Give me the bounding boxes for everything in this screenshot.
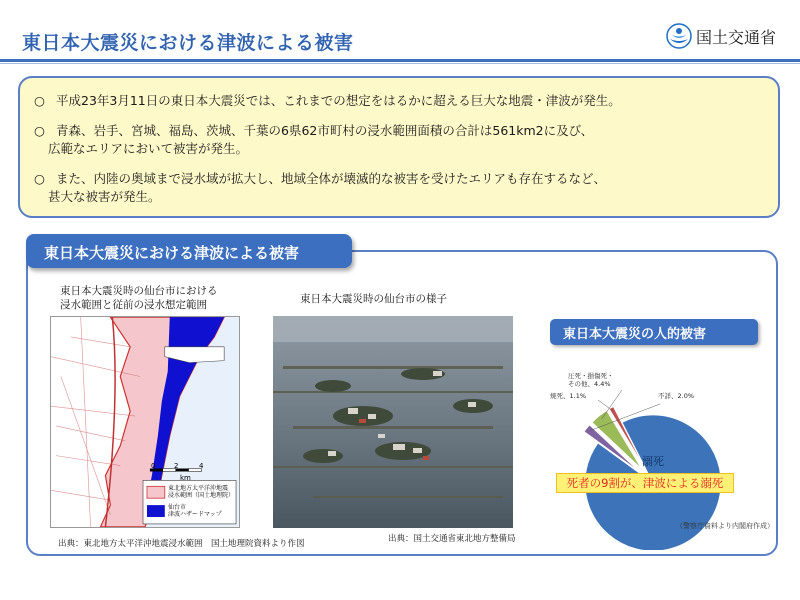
pie-slice-label-drown: 溺死: [642, 455, 664, 468]
panel-tab-label: 東日本大震災における津波による被害: [44, 244, 300, 262]
photo-source: 出典：国土交通省東北地方整備局: [388, 534, 516, 544]
pie-slice-label-3: 焼死、1.1%: [550, 392, 587, 400]
mlit-logo-icon: [666, 23, 692, 49]
legend-label-inundation-1: 東北地方太平洋沖地震: [168, 485, 229, 492]
summary-item-1: [34, 92, 621, 110]
summary-item-text: 平成23年3月11日の東日本大震災では、これまでの想定をはるかに超える巨大な地震・津波が発生。: [56, 93, 621, 108]
scale-label-4: 4: [199, 462, 204, 470]
summary-item-text-cont: 甚大な被害が発生。: [48, 189, 161, 204]
flood-photo: [273, 316, 513, 528]
page-title: 東日本大震災における津波による被害: [22, 32, 354, 54]
title-divider: [0, 59, 800, 62]
pie-labels: [540, 350, 780, 550]
summary-box: [18, 76, 780, 218]
casualty-heading: 東日本大震災の人的被害: [563, 327, 707, 342]
summary-item-text: 青森、岩手、宮城、福島、茨城、千葉の6県62市町村の浸水範囲面積の合計は561km2に及び、: [56, 123, 594, 138]
ministry-logo: [666, 22, 776, 50]
ministry-name: 国土交通省: [696, 27, 777, 47]
bullet-mark: ○: [34, 93, 45, 108]
legend-swatch-inundation: [147, 486, 165, 498]
bullet-mark: ○: [34, 171, 45, 186]
map-caption: [60, 284, 218, 312]
legend-label-hazard: [168, 504, 222, 518]
legend-label-hazard-1: 仙台市: [168, 504, 187, 511]
drowning-callout: 死者の9割が、津波による溺死: [556, 473, 734, 493]
pie-slice-label-2: 圧死・損傷死・その他、4.4%: [568, 372, 614, 388]
pie-slice-label-1: 不詳、2.0%: [658, 392, 695, 400]
map-caption-line1: 東日本大震災時の仙台市における: [60, 285, 218, 297]
map-caption-line2: 浸水範囲と従前の浸水想定範囲: [60, 299, 207, 311]
legend-label-inundation: [168, 485, 234, 499]
legend-label-inundation-2: 浸水範囲（国土地理院）: [168, 492, 235, 499]
summary-item-text-cont: 広範なエリアにおいて被害が発生。: [48, 141, 249, 156]
photo-caption: 東日本大震災時の仙台市の様子: [300, 293, 447, 305]
legend-label-hazard-2: 津波ハザードマップ: [168, 511, 222, 518]
title-divider-thin: [0, 63, 800, 64]
map-source: 出典：東北地方太平洋沖地震浸水範囲 国土地理院資料より作図: [58, 539, 305, 549]
summary-item-2: [34, 122, 593, 158]
summary-item-text: また、内陸の奥域まで浸水域が拡大し、地域全体が壊滅的な被害を受けたエリアも存在するなど、: [56, 171, 607, 186]
scale-label-0: 0: [151, 462, 156, 470]
scale-unit: km: [180, 474, 191, 482]
summary-item-3: [34, 170, 606, 206]
bullet-mark: ○: [34, 123, 45, 138]
scale-label-2: 2: [174, 462, 179, 470]
casualty-source: （警察庁資料より内閣府作成）: [676, 522, 774, 530]
legend-swatch-hazard: [147, 505, 165, 517]
